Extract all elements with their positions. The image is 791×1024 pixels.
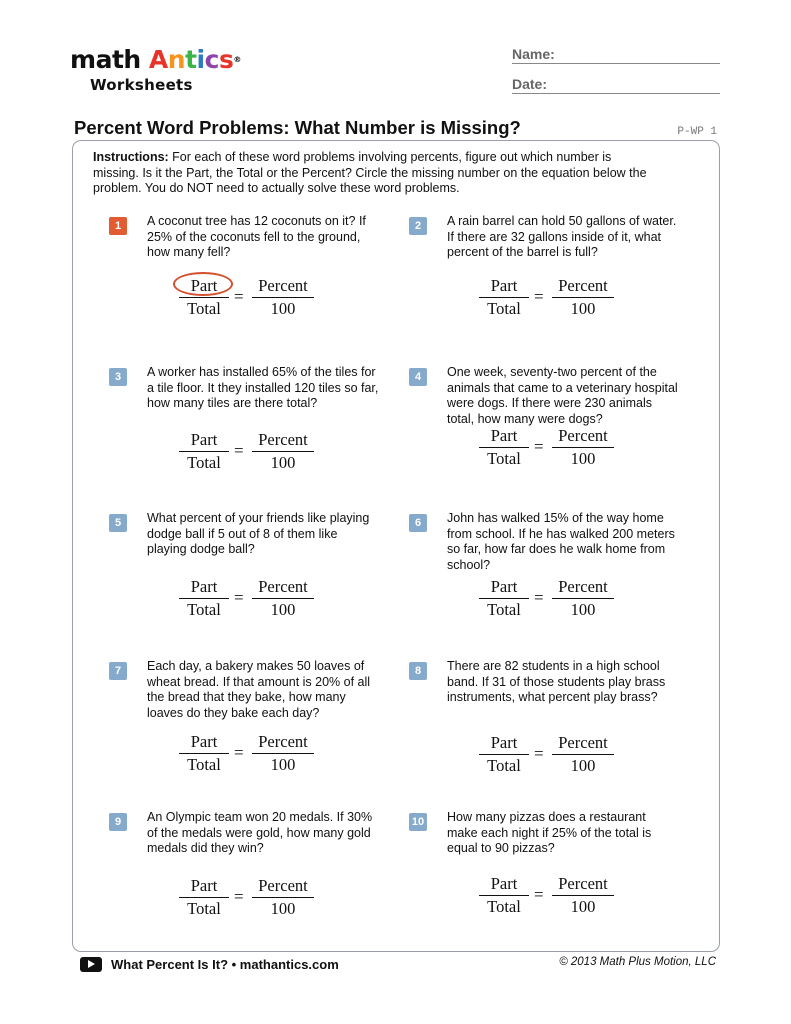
equals-sign: = xyxy=(234,887,244,906)
total-term[interactable]: Total xyxy=(487,897,521,916)
percent-term[interactable]: Percent xyxy=(558,577,608,596)
hundred-term: 100 xyxy=(570,449,596,468)
hundred-term: 100 xyxy=(570,756,596,775)
logo-letter: n xyxy=(167,45,186,74)
percent-equation xyxy=(179,429,319,479)
equals-sign: = xyxy=(534,744,544,763)
equals-sign: = xyxy=(534,588,544,607)
percent-term[interactable]: Percent xyxy=(258,577,308,596)
problem-number-badge: 6 xyxy=(409,514,427,532)
total-term[interactable]: Total xyxy=(487,299,521,318)
percent-equation xyxy=(479,275,619,325)
problem-10 xyxy=(409,810,709,963)
problem-number-badge: 7 xyxy=(109,662,127,680)
percent-term[interactable]: Percent xyxy=(558,733,608,752)
logo-letter xyxy=(141,45,149,74)
total-term[interactable]: Total xyxy=(487,756,521,775)
date-label: Date: xyxy=(512,76,548,92)
percent-equation xyxy=(179,275,319,325)
equals-sign: = xyxy=(534,437,544,456)
logo-letter: h xyxy=(123,45,141,74)
hundred-term: 100 xyxy=(570,897,596,916)
part-term[interactable]: Part xyxy=(490,426,518,445)
math-antics-logo xyxy=(70,45,241,98)
percent-fraction xyxy=(552,275,614,320)
part-term[interactable]: Part xyxy=(490,276,518,295)
percent-fraction xyxy=(552,873,614,918)
percent-fraction xyxy=(552,576,614,621)
equals-sign: = xyxy=(234,743,244,762)
problem-text: An Olympic team won 20 medals. If 30% of the medals were gold, how many gold medals did they win? xyxy=(147,810,373,855)
logo-wordmark xyxy=(70,46,241,74)
logo-letter: i xyxy=(196,45,205,74)
problem-number-badge: 4 xyxy=(409,368,427,386)
problem-number-badge: 3 xyxy=(109,368,127,386)
part-term[interactable]: Part xyxy=(490,733,518,752)
hundred-term: 100 xyxy=(570,299,596,318)
hundred-term: 100 xyxy=(270,299,296,318)
total-term[interactable]: Total xyxy=(187,453,221,472)
total-term[interactable]: Total xyxy=(487,449,521,468)
percent-fraction xyxy=(252,275,314,320)
problem-number-badge: 2 xyxy=(409,217,427,235)
percent-equation xyxy=(479,425,619,475)
problem-text: How many pizzas does a restaurant make each night if 25% of the total is equal to 90 pizzas? xyxy=(447,810,652,855)
problem-text: Each day, a bakery makes 50 loaves of wheat bread. If that amount is 20% of all the bread that they bake, how many loaves do they bake each day? xyxy=(147,659,371,720)
problem-text: There are 82 students in a high school band. If 31 of those students play brass instruments, what percent play brass? xyxy=(447,659,666,704)
problem-8 xyxy=(409,659,709,812)
part-term[interactable]: Part xyxy=(490,577,518,596)
total-term[interactable]: Total xyxy=(187,899,221,918)
answer-circle xyxy=(173,272,233,296)
instructions xyxy=(93,150,653,197)
problem-1 xyxy=(109,214,409,367)
hundred-term: 100 xyxy=(270,453,296,472)
part-total-fraction xyxy=(479,576,529,621)
percent-fraction xyxy=(552,732,614,777)
part-total-fraction xyxy=(179,731,229,776)
worksheet-title: Percent Word Problems: What Number is Missing? xyxy=(74,117,521,138)
percent-fraction xyxy=(552,425,614,470)
problem-2 xyxy=(409,214,709,367)
problem-number-badge: 5 xyxy=(109,514,127,532)
equals-sign: = xyxy=(534,885,544,904)
problem-text: A coconut tree has 12 coconuts on it? If 25% of the coconuts fell to the ground, how many fell? xyxy=(147,214,366,259)
play-icon xyxy=(80,957,102,972)
logo-letter: m xyxy=(70,45,96,74)
date-field[interactable] xyxy=(512,76,720,94)
logo-letter: s xyxy=(218,45,234,74)
hundred-term: 100 xyxy=(270,600,296,619)
percent-term[interactable]: Percent xyxy=(558,874,608,893)
problem-text: John has walked 15% of the way home from school. If he has walked 200 meters so far, how far does he walk home from school? xyxy=(447,511,675,572)
total-term[interactable]: Total xyxy=(187,299,221,318)
equals-sign: = xyxy=(234,588,244,607)
total-term[interactable]: Total xyxy=(187,755,221,774)
percent-term[interactable]: Percent xyxy=(258,430,308,449)
percent-term[interactable]: Percent xyxy=(558,276,608,295)
equals-sign: = xyxy=(234,441,244,460)
part-term[interactable]: Part xyxy=(190,430,218,449)
percent-fraction xyxy=(252,576,314,621)
total-term[interactable]: Total xyxy=(487,600,521,619)
logo-letter: t xyxy=(185,45,197,74)
problem-text: A rain barrel can hold 50 gallons of water. If there are 32 gallons inside of it, what percent of the barrel is full? xyxy=(447,214,677,259)
percent-term[interactable]: Percent xyxy=(258,732,308,751)
percent-fraction xyxy=(252,429,314,474)
percent-equation xyxy=(179,731,319,781)
problem-4 xyxy=(409,365,709,518)
problem-6 xyxy=(409,511,709,664)
hundred-term: 100 xyxy=(270,755,296,774)
logo-letter: a xyxy=(95,45,112,74)
problem-number-badge: 8 xyxy=(409,662,427,680)
footer-video-link[interactable]: What Percent Is It? • mathantics.com xyxy=(111,957,339,972)
part-total-fraction xyxy=(179,875,229,920)
problem-number-badge: 10 xyxy=(409,813,427,831)
total-term[interactable]: Total xyxy=(187,600,221,619)
hundred-term: 100 xyxy=(570,600,596,619)
part-total-fraction xyxy=(179,576,229,621)
percent-equation xyxy=(179,576,319,626)
part-total-fraction xyxy=(479,425,529,470)
footer-copyright: © 2013 Math Plus Motion, LLC xyxy=(559,956,716,968)
problem-5 xyxy=(109,511,409,664)
part-term[interactable]: Part xyxy=(490,874,518,893)
instructions-label: Instructions: xyxy=(93,150,169,164)
part-total-fraction xyxy=(479,732,529,777)
part-total-fraction xyxy=(179,429,229,474)
equals-sign: = xyxy=(234,287,244,306)
hundred-term: 100 xyxy=(270,899,296,918)
logo-letter: c xyxy=(204,45,219,74)
part-term[interactable]: Part xyxy=(190,577,218,596)
name-label: Name: xyxy=(512,46,555,62)
part-total-fraction xyxy=(479,873,529,918)
percent-equation xyxy=(479,576,619,626)
percent-term[interactable]: Percent xyxy=(558,426,608,445)
problem-3 xyxy=(109,365,409,518)
instructions-text: For each of these word problems involving percents, figure out which number is missing. Is it the Part, the Total or the Percent? Circle the missing number on the equation below the problem. You do NOT need to actually solve these word problems. xyxy=(93,150,647,195)
percent-fraction xyxy=(252,875,314,920)
equals-sign: = xyxy=(534,287,544,306)
part-term[interactable]: Part xyxy=(190,276,218,295)
problem-text: One week, seventy-two percent of the animals that came to a veterinary hospital were dogs. If there were 230 animals total, how many were dogs? xyxy=(447,365,678,426)
problem-text: What percent of your friends like playing dodge ball if 5 out of 8 of them like playing dodge ball? xyxy=(147,511,370,556)
problem-number-badge: 9 xyxy=(109,813,127,831)
percent-equation xyxy=(479,873,619,923)
part-term[interactable]: Part xyxy=(190,732,218,751)
problem-7 xyxy=(109,659,409,812)
worksheet-code: P-WP 1 xyxy=(677,126,717,138)
problem-text: A worker has installed 65% of the tiles for a tile floor. It they installed 120 tiles so far, how many tiles are there total? xyxy=(147,365,379,410)
percent-term[interactable]: Percent xyxy=(258,276,308,295)
problem-9 xyxy=(109,810,409,963)
logo-letter: A xyxy=(148,45,168,74)
logo-letter: t xyxy=(111,45,124,74)
percent-equation xyxy=(179,875,319,925)
percent-equation xyxy=(479,732,619,782)
problem-number-badge: 1 xyxy=(109,217,127,235)
trademark-symbol: ® xyxy=(233,55,241,64)
part-term[interactable]: Part xyxy=(190,876,218,895)
percent-fraction xyxy=(252,731,314,776)
percent-term[interactable]: Percent xyxy=(258,876,308,895)
part-total-fraction xyxy=(479,275,529,320)
logo-subtitle: Worksheets xyxy=(90,76,193,94)
name-field[interactable] xyxy=(512,46,720,64)
